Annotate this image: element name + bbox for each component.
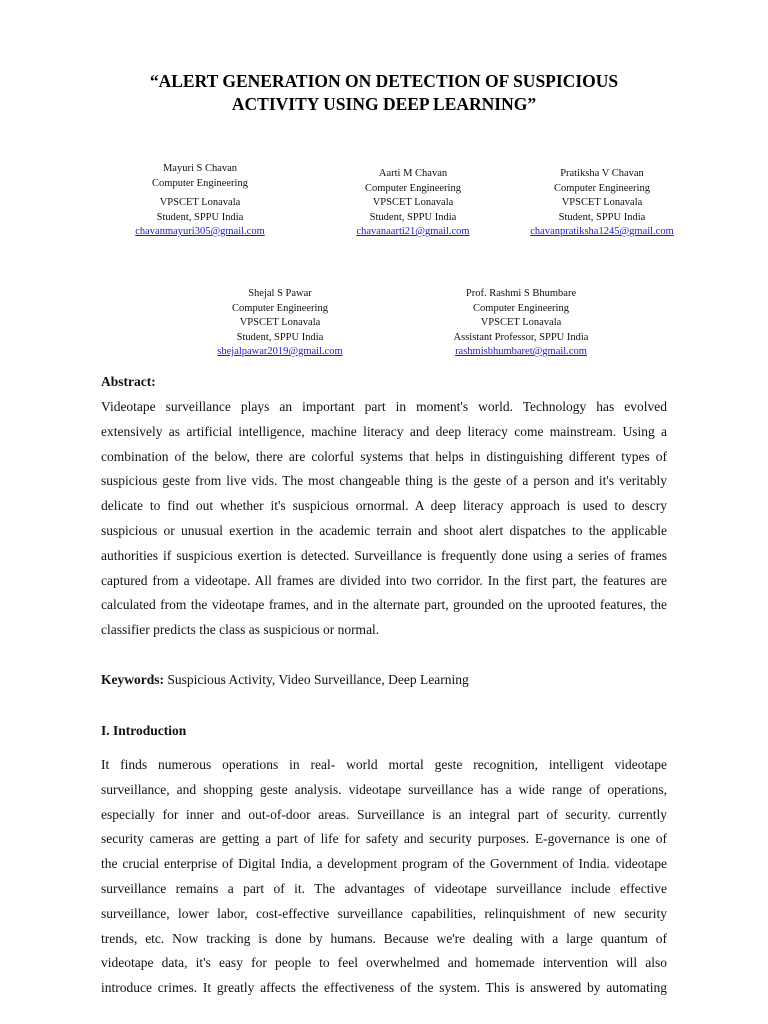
abstract-line: captured from a videotape. All frames are divided into two corridor. In the first part, the features are: [101, 572, 667, 588]
keywords-label: Keywords:: [101, 672, 164, 687]
author-role: Student, SPPU India: [156, 211, 244, 223]
abstract-line: calculated from the videotape frames, and in the alternate part, grounded on the uprooted features, the: [101, 597, 667, 613]
author-name: Shejal S Pawar: [248, 288, 312, 299]
author-email[interactable]: chavanaarti21@gmail.com: [356, 226, 470, 237]
intro-line: It finds numerous operations in real- world mortal geste recognition, intelligent videotape: [101, 757, 667, 772]
intro-line: surveillance remains a part of it. The advantages of videotape surveillance include effective: [101, 880, 667, 896]
author-dept: Computer Engineering: [365, 182, 461, 194]
abstract-line: classifier predicts the class as suspicious or normal.: [101, 622, 380, 638]
author-dept: Computer Engineering: [232, 302, 328, 314]
intro-line: especially for inner and out-of-door areas. Surveillance is an integral part of security. currently: [101, 806, 667, 822]
abstract-line: authorities if suspicious exertion is detected. Surveillance is frequently done using a series of frames: [101, 547, 667, 563]
author-role: Assistant Professor, SPPU India: [453, 331, 589, 343]
author-inst: VPSCET Lonavala: [372, 197, 454, 208]
author-block: [426, 287, 616, 360]
author-block: [195, 287, 365, 360]
title-line: “ALERT GENERATION ON DETECTION OF SUSPICIOUS: [149, 71, 619, 91]
abstract-line: Videotape surveillance plays an important part in moment's world. Technology has evolved: [101, 399, 667, 414]
author-inst: VPSCET Lonavala: [239, 317, 321, 328]
intro-line: security cameras are getting a part of life for safety and security purposes. E-governance is one of: [101, 831, 667, 847]
abstract-line: delicate to find out whether it's suspicious ornormal. A deep literacy approach is used to descry: [101, 498, 667, 514]
author-dept: Computer Engineering: [152, 177, 248, 189]
author-dept: Computer Engineering: [473, 302, 569, 314]
keywords: [101, 672, 469, 688]
paper-title: [60, 70, 708, 116]
title-line: ACTIVITY USING DEEP LEARNING”: [231, 94, 537, 114]
abstract-line: combination of the below, there are colorful systems that helps in distinguishing different types of: [101, 448, 667, 464]
intro-line: the crucial enterprise of Digital India, a development program of the Government of India. videotape: [101, 856, 667, 872]
author-block: [512, 167, 692, 240]
abstract-heading: Abstract:: [101, 374, 156, 389]
author-inst: VPSCET Lonavala: [480, 317, 562, 328]
abstract-line: suspicious or unusual exertion in the academic terrain and shoot alert dispatches to the applicable: [101, 522, 667, 538]
author-name: Prof. Rashmi S Bhumbare: [465, 288, 577, 299]
author-role: Student, SPPU India: [369, 211, 457, 223]
author-block: [328, 167, 498, 240]
introduction-body: [101, 753, 667, 1001]
author-inst: VPSCET Lonavala: [159, 197, 241, 208]
author-email[interactable]: rashmisbhumbaret@gmail.com: [455, 346, 587, 357]
author-name: Pratiksha V Chavan: [560, 168, 644, 179]
author-block: [115, 162, 285, 240]
abstract-line: suspicious geste from live vids. The most changeable thing is the geste of a person and it's veritably: [101, 473, 667, 489]
author-name: Aarti M Chavan: [378, 168, 448, 179]
author-email[interactable]: chavanpratiksha1245@gmail.com: [530, 226, 674, 237]
author-email[interactable]: shejalpawar2019@gmail.com: [217, 346, 343, 357]
intro-line: surveillance, lower labor, cost-effective surveillance capabilities, relinquishment of new security: [101, 905, 667, 921]
keywords-text: Suspicious Activity, Video Surveillance, Deep Learning: [164, 672, 469, 687]
abstract-body: [101, 395, 667, 643]
intro-line: videotape data, it's easy for people to feel overwhelmed and homemade intervention will also: [101, 955, 667, 971]
author-dept: Computer Engineering: [554, 182, 650, 194]
abstract-line: extensively as artificial intelligence, machine literacy and deep literacy come mainstream. Using a: [101, 423, 667, 439]
author-email[interactable]: chavanmayuri305@gmail.com: [135, 226, 265, 237]
intro-line: trends, etc. Now tracking is done by humans. Because we're dealing with a large quantum of: [101, 930, 667, 946]
author-role: Student, SPPU India: [236, 331, 324, 343]
introduction-heading: I. Introduction: [101, 723, 187, 738]
author-name: Mayuri S Chavan: [162, 163, 238, 174]
author-inst: VPSCET Lonavala: [561, 197, 643, 208]
intro-line: introduce crimes. It greatly affects the effectiveness of the system. This is answered by automating: [101, 980, 667, 996]
intro-line: surveillance, and shopping geste analysis. videotape surveillance has a wide range of operations,: [101, 781, 667, 797]
author-role: Student, SPPU India: [558, 211, 646, 223]
